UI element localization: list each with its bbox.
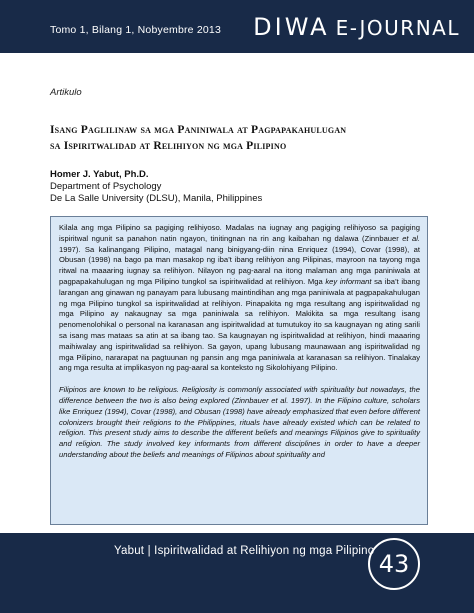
abstract-box <box>50 216 428 525</box>
journal-footer-band <box>0 533 474 613</box>
abstract-filipino-part-a: Kilala ang mga Pilipino sa pagiging relihiyoso. Madalas na iugnay ang pagiging relihiyoso sa pagiging ispiritwal ngunit sa panahon natin ngayon, tinitingnan na rin ang kaibahan ng dalawa (Zinnbauer <box>59 223 420 243</box>
author-affiliation: De La Salle University (DLSU), Manila, Philippines <box>50 193 263 204</box>
brand-sub: E-JOURNAL <box>335 15 460 40</box>
abstract-filipino-part-b: 1997). Sa kalinangang Pilipino, matagal nang binigyang-diin nina Enriquez (1994), Covar (1998), at Obusan (1998) na bago pa man masakop ng iba’t ibang relihiyon ang Pilipinas, mayroon na tayong mga ritwal na maaaring iugnay sa relihiyon. Nilayon ng pag-aaral na itong malaman ang mga paniniwala at pagpapakahulugan ng mga Pilipino tungkol sa ispiritwalidad at relihiyon. Mga <box>59 244 420 286</box>
paragraph-gap <box>59 374 420 385</box>
journal-header-band <box>0 0 474 53</box>
abstract-filipino-etal: et al. <box>402 233 420 243</box>
abstract-filipino-key-informant: key informant <box>325 276 372 286</box>
abstract-filipino <box>59 223 420 374</box>
running-head: Yabut | Ispiritwalidad at Relihiyon ng mga Pilipino <box>114 545 375 557</box>
journal-brand <box>253 13 460 41</box>
page-number: 43 <box>368 538 420 590</box>
abstract-filipino-part-c: sa iba’t ibang larangan ang ginawan ng panayam para lubusang maintindihan ang mga paniniwala at pagpapakahulugan ng mga Pilipino tungkol sa ispiritwalidad at relihiyon. Pinapakita ng mga resultang ang ispiritwalidad ng mga Pilipino ay nakaugnay sa mga paniniwala sa relihiyon. Makikita sa mga resultang isang penomenolohikal o personal na karanasan ang ispiritwalidad at tumutukoy ito sa kaugnayan ng ating sarili sa isang mas mataas sa atin at sa ibang tao. Sa kaugnayan ng ispiritwalidad at relihiyon, hindi maaaring maihiwalay ang ispiritwalidad sa relihiyon. Sa gayon, upang lubusang maunawaan ang ispiritwalidad ng mga Pilipino, nararapat na pagtuunan ng pansin ang mga paniniwala at karanasan sa relihiyon. Tinalakay ang mga resulta at implikasyon ng pag-aaral sa konteksto ng Sikolohiyang Pilipino. <box>59 276 420 373</box>
article-title <box>50 122 450 154</box>
section-label: Artikulo <box>50 87 82 98</box>
title-line-2: sa Ispiritwalidad at Relihiyon ng mga Pilipino <box>50 140 287 152</box>
brand-main: DIWA <box>253 12 330 41</box>
abstract-english: Filipinos are known to be religious. Religiosity is commonly associated with spirituality but nowadays, the difference between the two is also being explored (Zinnbauer et al. 1997). In the Filipino culture, scholars like Enriquez (1994), Covar (1998), and Obusan (1998) have already emphasized that even before different colonizers brought their religions to the Philippines, rituals have already existed which can be related to religion. This present study aims to describe the different beliefs and meanings Filipinos give to spirituality and religion. The study involved key informants from different disciplines in order to have a deeper understanding about the beliefs and meanings of Filipinos about spirituality and <box>59 385 420 459</box>
title-line-1: Isang Paglilinaw sa mga Paniniwala at Pagpapakahulugan <box>50 124 347 136</box>
author-department: Department of Psychology <box>50 181 162 192</box>
issue-info: Tomo 1, Bilang 1, Nobyembre 2013 <box>50 23 221 36</box>
author-block <box>50 169 450 205</box>
author-name: Homer J. Yabut, Ph.D. <box>50 169 149 180</box>
